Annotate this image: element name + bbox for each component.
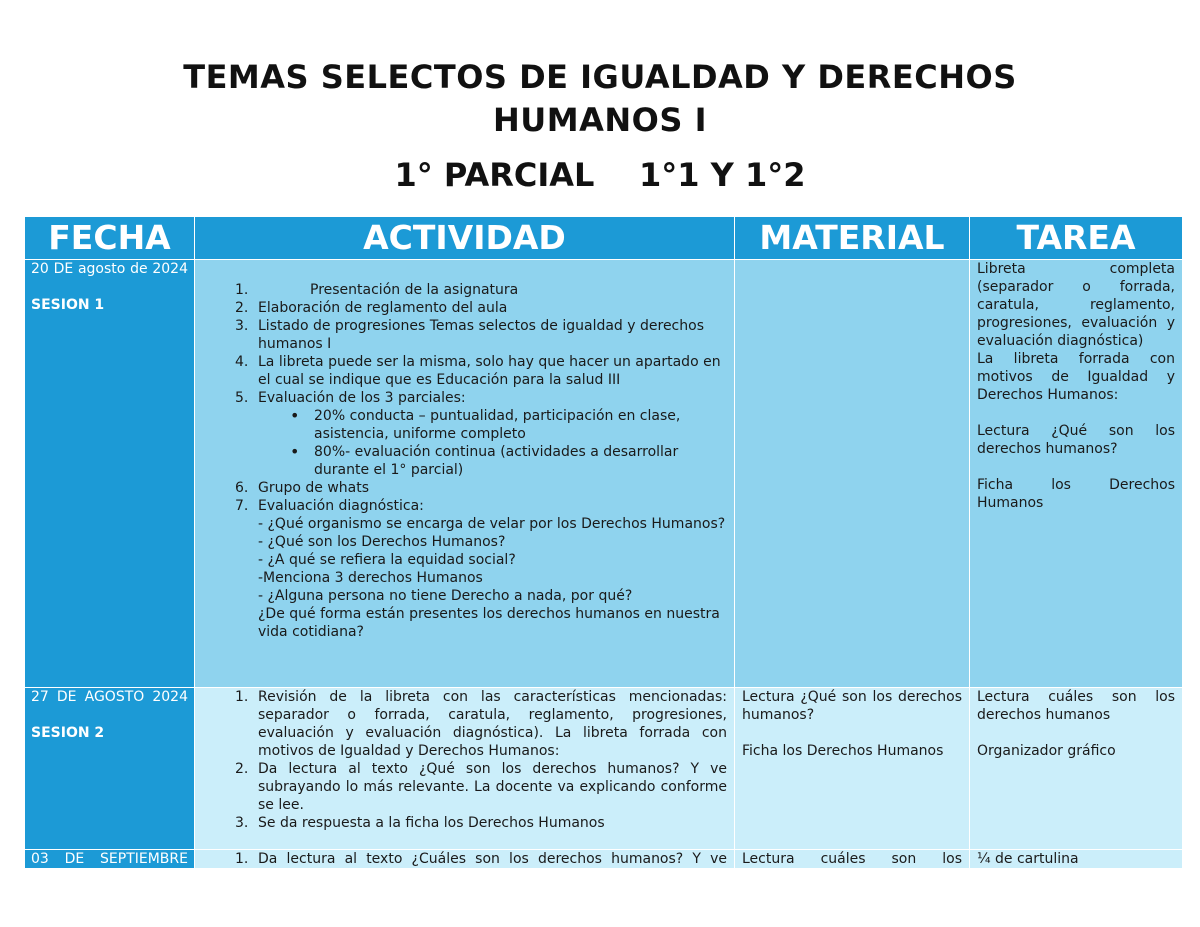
tarea-item: Ficha los Derechos Humanos bbox=[977, 477, 1175, 511]
list-item: • 80%- evaluación continua (actividades a desarrollar durante el 1° parcial) bbox=[258, 443, 727, 479]
material-cell: Lectura cuáles son los bbox=[735, 850, 970, 869]
tarea-item: Organizador gráfico bbox=[977, 743, 1116, 759]
fecha-session: SESION 1 bbox=[31, 297, 105, 313]
material-cell bbox=[735, 688, 970, 850]
tarea-cell: ¼ de cartulina bbox=[970, 850, 1183, 869]
column-header-fecha: FECHA bbox=[25, 217, 195, 260]
column-header-tarea: TAREA bbox=[970, 217, 1183, 260]
fecha-date: 20 DE agosto de 2024 bbox=[31, 261, 188, 277]
page-title bbox=[0, 56, 1200, 142]
tarea-cell bbox=[970, 260, 1183, 688]
actividad-cell bbox=[195, 850, 735, 869]
fecha-session: SESION 2 bbox=[31, 725, 105, 741]
list-item: 5. Evaluación de los 3 parciales: • 20% conducta – puntualidad, participación en clase, asistencia, uniforme completo • 80%- evaluación continua (actividades a desarrollar durante el 1° parcial) bbox=[202, 389, 727, 479]
material-item: Lectura ¿Qué son los derechos humanos? bbox=[742, 689, 962, 723]
actividad-cell bbox=[195, 688, 735, 850]
fecha-cell bbox=[25, 850, 195, 869]
lesson-plan-table bbox=[24, 216, 1183, 869]
list-item: 1. Da lectura al texto ¿Cuáles son los derechos humanos? Y ve bbox=[235, 851, 727, 867]
tarea-item: La libreta forrada con motivos de Igualdad y Derechos Humanos: bbox=[977, 351, 1175, 403]
tarea-item: Lectura cuáles son los derechos humanos bbox=[977, 689, 1175, 723]
tarea-item: Libreta completa (separador o forrada, caratula, reglamento, progresiones, evaluación y evaluación diagnóstica) bbox=[977, 261, 1175, 349]
list-item: 2. Da lectura al texto ¿Qué son los derechos humanos? Y ve subrayando lo más relevante. La docente va explicando conforme se lee. bbox=[235, 761, 727, 813]
list-item: 4. La libreta puede ser la misma, solo hay que hacer un apartado en el cual se indique que es Educación para la salud III bbox=[235, 354, 721, 388]
tarea-item: Lectura ¿Qué son los derechos humanos? bbox=[977, 423, 1175, 457]
list-item: 1. Revisión de la libreta con las características mencionadas: separador o forrada, caratula, reglamento, progresiones, evaluación y evaluación diagnóstica). La libreta forrada con motivos de Igualdad y Derechos Humanos: bbox=[235, 689, 727, 759]
list-item: 3. Se da respuesta a la ficha los Derechos Humanos bbox=[235, 815, 605, 831]
page-subtitle: 1° PARCIAL 1°1 Y 1°2 bbox=[394, 156, 806, 194]
column-header-material: MATERIAL bbox=[735, 217, 970, 260]
table-row bbox=[25, 850, 1183, 869]
table-header-row bbox=[25, 217, 1183, 260]
fecha-cell bbox=[25, 260, 195, 688]
column-header-actividad: ACTIVIDAD bbox=[195, 217, 735, 260]
tarea-cell bbox=[970, 688, 1183, 850]
list-item: • 20% conducta – puntualidad, participación en clase, asistencia, uniforme completo bbox=[258, 407, 727, 443]
list-item: 7. Evaluación diagnóstica: - ¿Qué organismo se encarga de velar por los Derechos Humanos? - ¿Qué son los Derechos Humanos? - ¿A qué se refiera la equidad social? -Menciona 3 derechos Humanos - ¿Alguna persona no tiene Derecho a nada, por qué? ¿De qué forma están presentes los derechos humanos en nuestra vida cotidiana? bbox=[235, 498, 726, 640]
material-cell bbox=[735, 260, 970, 688]
evaluation-sublist bbox=[258, 407, 727, 479]
material-item: Ficha los Derechos Humanos bbox=[742, 743, 944, 759]
fecha-date: 27 DE AGOSTO 2024 bbox=[31, 689, 188, 705]
list-item: 3. Listado de progresiones Temas selectos de igualdad y derechos humanos I bbox=[235, 318, 704, 352]
diagnostic-questions: - ¿Qué organismo se encarga de velar por los Derechos Humanos? - ¿Qué son los Derechos Humanos? - ¿A qué se refiera la equidad social? -Menciona 3 derechos Humanos - ¿Alguna persona no tiene Derecho a nada, por qué? ¿De qué forma están presentes los derechos humanos en nuestra vida cotidiana? bbox=[258, 516, 726, 640]
fecha-date: 03 DE SEPTIEMBRE bbox=[31, 851, 188, 867]
activity-list bbox=[202, 688, 727, 832]
fecha-cell bbox=[25, 688, 195, 850]
table-row bbox=[25, 688, 1183, 850]
activity-list bbox=[202, 281, 727, 641]
title-line-2: HUMANOS I bbox=[493, 101, 707, 139]
actividad-cell bbox=[195, 260, 735, 688]
list-item: 1. Presentación de la asignatura bbox=[235, 282, 519, 298]
title-line-1: TEMAS SELECTOS DE IGUALDAD Y DERECHOS bbox=[183, 58, 1017, 96]
list-item: 2. Elaboración de reglamento del aula bbox=[235, 300, 508, 316]
list-item: 6. Grupo de whats bbox=[235, 480, 370, 496]
table-row bbox=[25, 260, 1183, 688]
document-header bbox=[0, 56, 1200, 195]
